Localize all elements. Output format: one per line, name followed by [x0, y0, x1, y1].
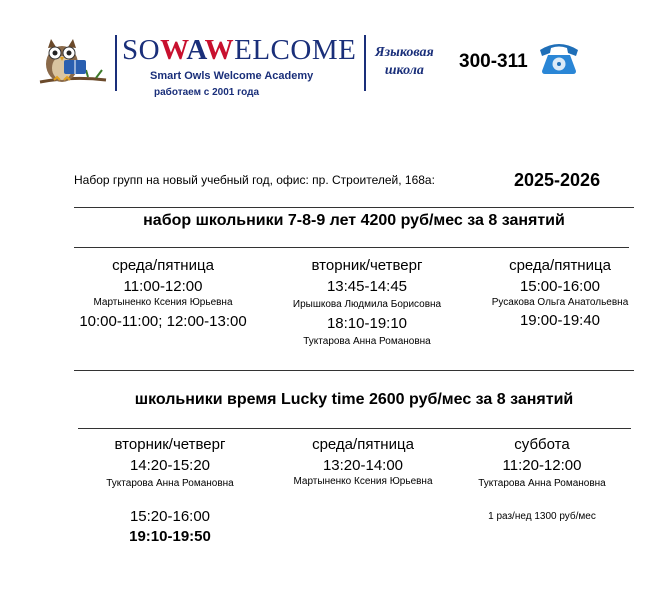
intro-text: Набор групп на новый учебный год, офис: пр. Строителей, 168а: — [74, 173, 435, 187]
section1-col2-time1: 13:45-14:45 — [326, 278, 408, 295]
school-label: Языковая школа — [375, 45, 434, 78]
section2-col3-time1: 11:20-12:00 — [502, 457, 582, 474]
section1-heading: набор школьники 7-8-9 лет 4200 руб/мес за 8 занятий — [143, 212, 565, 229]
telephone-icon — [536, 38, 582, 76]
section2-heading: школьники время Lucky time 2600 руб/мес за 8 занятий — [134, 391, 574, 408]
section2-col2-teacher1: Мартыненко Ксения Юрьевна — [293, 476, 433, 487]
section1-col3-day: среда/пятница — [509, 257, 611, 274]
separator-line — [78, 428, 631, 429]
section1-col1-day: среда/пятница — [112, 257, 214, 274]
section1-col2-teacher2: Туктарова Анна Романовна — [303, 336, 431, 347]
section2-col3-note: 1 раз/нед 1300 руб/мес — [488, 511, 596, 522]
phone-number[interactable]: 300-311 — [459, 51, 528, 72]
section1-col1-time1: 11:00-12:00 — [123, 278, 203, 295]
academy-name: Smart Owls Welcome Academy — [150, 70, 314, 82]
header-divider — [115, 35, 117, 91]
section2-col2-time1: 13:20-14:00 — [322, 457, 404, 474]
section2-col2-day: среда/пятница — [312, 436, 414, 453]
owl-logo-icon — [38, 36, 108, 86]
section2-col1-teacher1: Туктарова Анна Романовна — [106, 478, 234, 489]
section2-col1-day: вторник/четверг — [114, 436, 226, 453]
section2-col3-day: суббота — [514, 436, 570, 453]
section1-col2-time2: 18:10-19:10 — [326, 315, 408, 332]
brand-name: SOWAWELCOME — [122, 34, 357, 66]
section1-col2-day: вторник/четверг — [311, 257, 423, 274]
section2-col1-time2: 15:20-16:00 — [129, 508, 211, 525]
since-label: работаем с 2001 года — [154, 87, 260, 98]
separator-line — [74, 207, 634, 208]
section2-col1-time3: 19:10-19:50 — [129, 528, 211, 545]
section2-col3-teacher1: Туктарова Анна Романовна — [478, 478, 606, 489]
separator-line — [74, 247, 629, 248]
header-divider — [364, 35, 366, 91]
section1-col3-time1: 15:00-16:00 — [519, 278, 601, 295]
section1-col2-teacher1: Ирышкова Людмила Борисовна — [292, 299, 442, 310]
section1-col3-teacher1: Русакова Ольга Анатольевна — [491, 297, 629, 308]
separator-line — [74, 370, 634, 371]
school-year: 2025-2026 — [514, 170, 601, 190]
section1-col1-teacher1: Мартыненко Ксения Юрьевна — [93, 297, 233, 308]
section1-col1-time2: 10:00-11:00; 12:00-13:00 — [79, 313, 247, 330]
section1-col3-time2: 19:00-19:40 — [519, 312, 601, 329]
section2-col1-time1: 14:20-15:20 — [129, 457, 211, 474]
